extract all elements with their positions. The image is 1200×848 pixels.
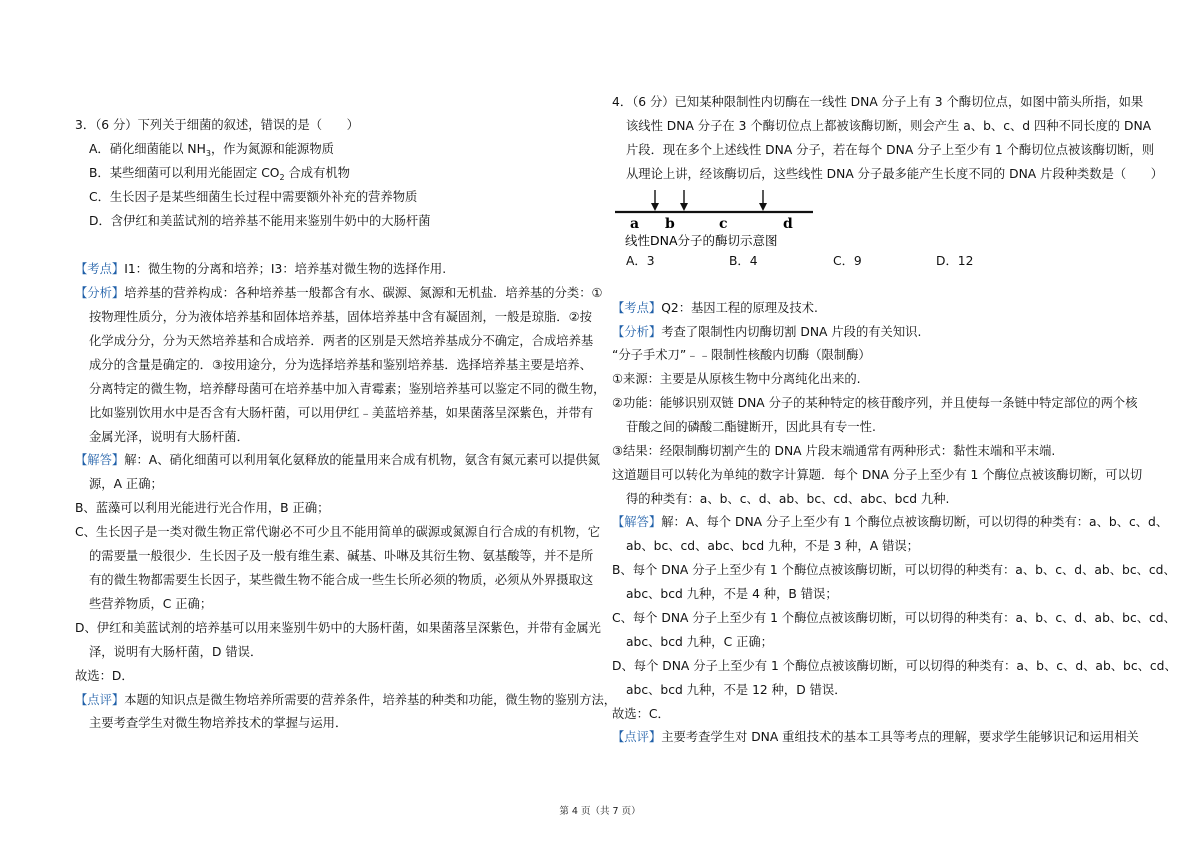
segment-label-a: a (630, 216, 640, 232)
fenxi-line: ①来源：主要是从原核生物中分离纯化出来的. (612, 372, 861, 386)
jieda-line: abc、bcd 九种，不是 4 种，B 错误； (626, 587, 838, 601)
fenxi-line: “分子手术刀”﹣﹣限制性核酸内切酶（限制酶） (612, 348, 871, 362)
fenxi-line: 得的种类有：a、b、c、d、ab、bc、cd、abc、bcd 九种. (626, 492, 950, 506)
jieda-line: 【解答】解：A、硝化细菌可以利用氧化氨释放的能量用来合成有机物，氨含有氮元素可以提供氮 (75, 453, 600, 467)
fenxi-line: 【分析】培养基的营养构成：各种培养基一般都含有水、碳源、氮源和无机盐．培养基的分类：① (75, 286, 603, 300)
jieda-line: D、伊红和美蓝试剂的培养基可以用来鉴别牛奶中的大肠杆菌，如果菌落呈深紫色，并带有金属光 (75, 621, 601, 635)
kaodian-paragraph: 【考点】I1：微生物的分离和培养；I3：培养基对微生物的选择作用. (75, 262, 447, 276)
fenxi-line: 金属光泽，说明有大肠杆菌． (89, 430, 249, 444)
q4-option-d: D．12 (936, 254, 974, 268)
jieda-answer: 故选：D． (75, 669, 134, 683)
kaodian-tag: 【考点】 (75, 262, 125, 276)
fenxi-tag: 【分析】 (75, 286, 125, 300)
dianping-tag: 【点评】 (612, 730, 662, 744)
segment-label-b: b (665, 216, 675, 232)
fenxi-line: 按物理性质分，分为液体培养基和固体培养基，固体培养基中含有凝固剂，一般是琼脂．②按 (89, 310, 592, 324)
q4-option-a: A．3 (626, 254, 655, 268)
q4-stem-line: 该线性 DNA 分子在 3 个酶切位点上都被该酶切断，则会产生 a、b、c、d 四种不同长度的 DNA (626, 119, 1152, 133)
diagram-caption: 线性DNA分子的酶切示意图 (625, 233, 778, 248)
kaodian-paragraph: 【考点】Q2：基因工程的原理及技术. (612, 301, 818, 315)
jieda-line: D、每个 DNA 分子上至少有 1 个酶位点被该酶切断，可以切得的种类有：a、b、c、d、ab、bc、cd、 (612, 659, 1177, 673)
jieda-line: 源，A 正确； (89, 477, 163, 491)
cut-arrow (680, 190, 688, 211)
fenxi-tag: 【分析】 (612, 325, 662, 339)
dna-cut-diagram (613, 188, 823, 250)
q3-stem: 3．（6 分）下列关于细菌的叙述，错误的是（ ） (75, 118, 359, 132)
jieda-line: abc、bcd 九种，C 正确； (626, 635, 773, 649)
jieda-line: B、每个 DNA 分子上至少有 1 个酶位点被该酶切断，可以切得的种类有：a、b、c、d、ab、bc、cd、 (612, 563, 1176, 577)
q3-option-a: A．硝化细菌能以 $NH_3$，作为氮源和能源物质 (89, 142, 334, 158)
dianping-line: 【点评】本题的知识点是微生物培养所需要的营养条件，培养基的种类和功能，微生物的鉴别方法， (75, 693, 617, 707)
q3-option-b: B．某些细菌可以利用光能固定 $CO_2$ 合成有机物 (89, 166, 350, 182)
page-footer: 第 4 页（共 7 页） (559, 806, 641, 817)
fenxi-line: 化学成分分，分为天然培养基和合成培养．两者的区别是天然培养基成分不确定，合成培养基 (89, 334, 594, 348)
q4-stem-line: 片段．现在多个上述线性 DNA 分子，若在每个 DNA 分子上至少有 1 个酶切位点被该酶切断，则 (626, 143, 1155, 157)
jieda-tag: 【解答】 (75, 453, 125, 467)
jieda-line: B、蓝藻可以利用光能进行光合作用，B 正确； (75, 501, 330, 515)
dianping-tag: 【点评】 (75, 693, 125, 707)
jieda-answer: 故选：C． (612, 707, 670, 721)
q3-option-d: D．含伊红和美蓝试剂的培养基不能用来鉴别牛奶中的大肠杆菌 (89, 214, 431, 228)
jieda-line: 些营养物质，C 正确； (89, 597, 213, 611)
jieda-line: 泽，说明有大肠杆菌，D 错误． (89, 645, 263, 659)
fenxi-line: 成分的含量是确定的．③按用途分，分为选择培养基和鉴别培养基．选择培养基主要是培养、 (89, 358, 592, 372)
q4-option-c: C．9 (833, 254, 862, 268)
cut-arrow (651, 190, 659, 211)
jieda-line: ab、bc、cd、abc、bcd 九种，不是 3 种，A 错误； (626, 539, 919, 553)
fenxi-line: 【分析】考查了限制性内切酶切割 DNA 片段的有关知识. (612, 325, 922, 339)
q3-option-c: C．生长因子是某些细菌生长过程中需要额外补充的营养物质 (89, 190, 418, 204)
jieda-line: 有的微生物都需要生长因子，某些微生物不能合成一些生长所必须的物质，必须从外界摄取这 (89, 573, 594, 587)
fenxi-line: ③结果：经限制酶切割产生的 DNA 片段末端通常有两种形式：黏性末端和平末端. (612, 444, 1056, 458)
jieda-tag: 【解答】 (612, 515, 662, 529)
jieda-line: 【解答】解：A、每个 DNA 分子上至少有 1 个酶位点被该酶切断，可以切得的种类有：a、b、c、d、 (612, 515, 1169, 529)
segment-label-d: d (783, 216, 793, 232)
cut-arrow (759, 190, 767, 211)
jieda-line: C、生长因子是一类对微生物正常代谢必不可少且不能用简单的碳源或氮源自行合成的有机物，它 (75, 525, 601, 539)
fenxi-line: 比如鉴别饮用水中是否含有大肠杆菌，可以用伊红﹣美蓝培养基，如果菌落呈深紫色，并带有 (89, 406, 594, 420)
q4-stem-line: 4．（6 分）已知某种限制性内切酶在一线性 DNA 分子上有 3 个酶切位点，如图中箭头所指，如果 (612, 95, 1144, 109)
dianping-line: 主要考查学生对微生物培养技术的掌握与运用． (89, 716, 348, 730)
q4-stem-line: 从理论上讲，经该酶切后，这些线性 DNA 分子最多能产生长度不同的 DNA 片段种类数是（ ） (626, 167, 1164, 181)
segment-label-c: c (719, 216, 728, 232)
q4-option-b: B．4 (729, 254, 758, 268)
fenxi-line: ②功能：能够识别双链 DNA 分子的某种特定的核苷酸序列，并且使每一条链中特定部位的两个核 (612, 396, 1138, 410)
dianping-line: 【点评】主要考查学生对 DNA 重组技术的基本工具等考点的理解，要求学生能够识记和运用相关 (612, 730, 1139, 744)
jieda-line: C、每个 DNA 分子上至少有 1 个酶位点被该酶切断，可以切得的种类有：a、b、c、d、ab、bc、cd、 (612, 611, 1176, 625)
kaodian-tag: 【考点】 (612, 301, 662, 315)
fenxi-line: 这道题目可以转化为单纯的数字计算题．每个 DNA 分子上至少有 1 个酶位点被该酶切断，可以切 (612, 468, 1143, 482)
jieda-line: 的需要量一般很少．生长因子及一般有维生素、碱基、卟啉及其衍生物、氨基酸等，并不是所 (89, 549, 594, 563)
fenxi-line: 分离特定的微生物，培养酵母菌可在培养基中加入青霉素；鉴别培养基可以鉴定不同的微生物， (89, 382, 606, 396)
fenxi-line: 苷酸之间的磷酸二酯键断开，因此具有专一性. (626, 420, 876, 434)
jieda-line: abc、bcd 九种，不是 12 种，D 错误． (626, 683, 847, 697)
